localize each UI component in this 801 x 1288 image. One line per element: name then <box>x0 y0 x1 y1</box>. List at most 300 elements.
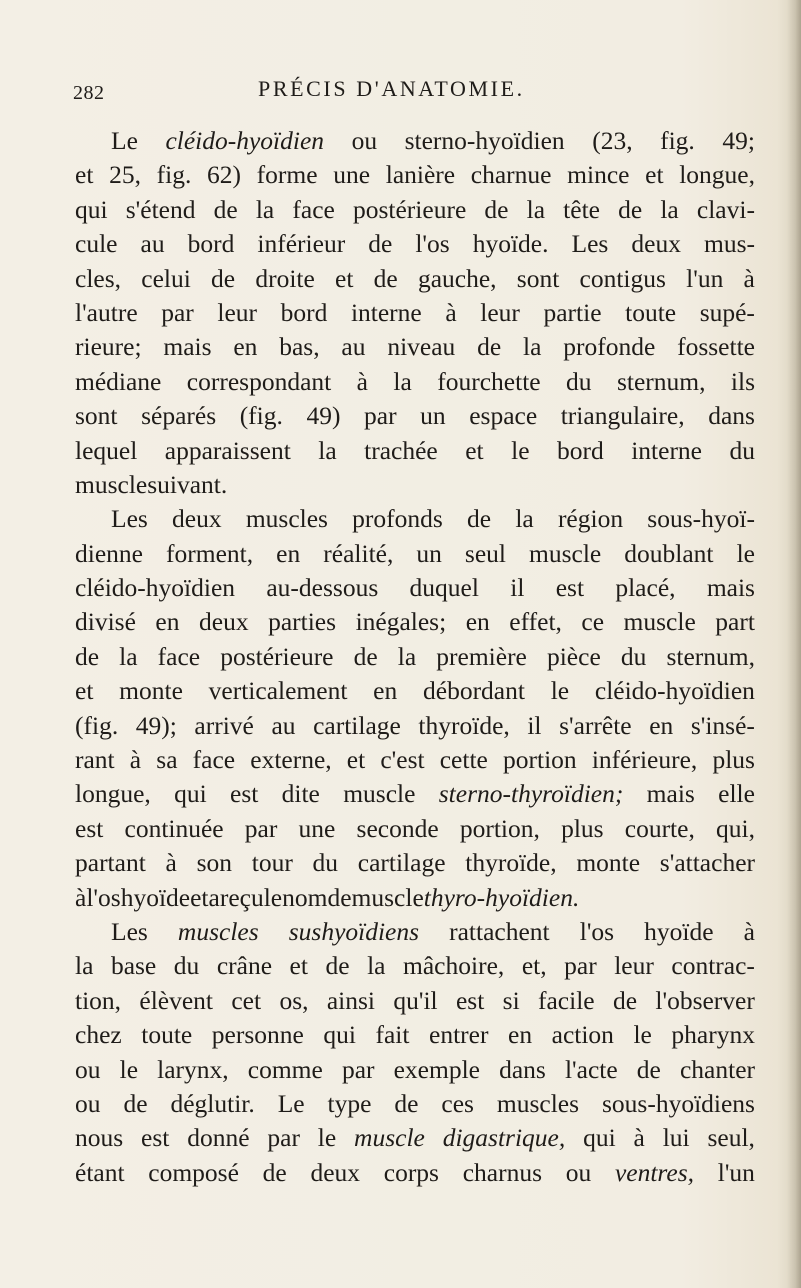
word: contigus <box>579 263 666 293</box>
word: postérieure <box>352 194 467 224</box>
word: est <box>230 779 259 809</box>
word: tion, <box>75 985 122 1015</box>
word: première <box>436 641 527 671</box>
word: de <box>612 985 638 1015</box>
word: continuée <box>124 813 224 843</box>
word: seul <box>464 538 506 568</box>
word: personne <box>211 1020 304 1050</box>
word: tête <box>563 194 600 224</box>
word: partie <box>543 297 602 327</box>
word: qui <box>583 1123 616 1153</box>
word: lanière <box>385 160 456 190</box>
word: mus- <box>704 229 755 259</box>
word: hyoïde <box>644 916 714 946</box>
italic-term: sterno-thyroïdien; <box>438 779 624 809</box>
word: externe, <box>250 745 332 775</box>
word: sont <box>75 401 118 431</box>
word: élèvent <box>139 985 214 1015</box>
word: il <box>527 710 542 740</box>
word: de <box>75 641 100 671</box>
word: bas, <box>279 332 320 362</box>
word: par <box>161 297 194 327</box>
word: charnue <box>470 160 552 190</box>
word: cléido-hyoïdien <box>594 676 755 706</box>
word: 62) <box>207 160 241 190</box>
word: gauche, <box>417 263 497 293</box>
word: le <box>736 538 755 568</box>
word: droite <box>255 263 315 293</box>
word: un <box>420 401 446 431</box>
word: nom <box>282 882 328 912</box>
word: qui <box>75 194 108 224</box>
word: sternum, <box>616 366 706 396</box>
word: suivant. <box>147 469 228 499</box>
word: en <box>276 538 301 568</box>
word: face <box>192 745 236 775</box>
word: leur <box>480 297 520 327</box>
word: Les <box>111 504 148 534</box>
word: chez <box>75 1020 122 1050</box>
word: à <box>743 263 755 293</box>
word: étant <box>75 1157 125 1187</box>
word: bord <box>556 435 604 465</box>
word: toute <box>625 297 677 327</box>
word: espace <box>469 401 538 431</box>
word: et <box>75 160 94 190</box>
word: corps <box>383 1157 439 1187</box>
word: interne <box>631 435 703 465</box>
word: rant <box>75 745 115 775</box>
word: s'insé- <box>690 710 755 740</box>
word: profonds <box>352 504 443 534</box>
word: portion, <box>459 813 540 843</box>
word: Le <box>111 126 138 155</box>
word: ou <box>565 1157 592 1187</box>
word: 49; <box>722 126 755 155</box>
word: le <box>550 676 570 706</box>
word: de <box>484 194 509 224</box>
word: face <box>292 194 335 224</box>
word: est <box>555 573 585 603</box>
word: la <box>255 194 275 224</box>
word: au <box>140 229 165 259</box>
word: inférieure, <box>591 745 698 775</box>
word: l'os <box>86 882 121 912</box>
word: à <box>165 848 177 878</box>
running-head: PRÉCIS D'ANATOMIE. <box>258 76 525 101</box>
word: Les <box>111 916 148 946</box>
word: et, <box>521 951 547 981</box>
word: muscle <box>351 882 424 912</box>
text-line <box>75 1018 755 1052</box>
word: forment, <box>166 538 254 568</box>
word: action <box>551 1020 614 1050</box>
word: la <box>515 504 534 534</box>
word: monte <box>576 848 641 878</box>
word: l'acte <box>564 1054 618 1084</box>
word: de <box>636 1054 661 1084</box>
italic-term: sushyoïdiens <box>288 916 420 946</box>
word: (23, <box>592 126 633 155</box>
word: en <box>465 607 490 637</box>
word: dans <box>708 401 755 431</box>
word: deux <box>310 1157 361 1187</box>
word: plus <box>561 813 604 843</box>
word: un <box>416 538 442 568</box>
word: et <box>645 160 664 190</box>
word: mâchoire, <box>403 951 505 981</box>
text-line <box>75 227 755 261</box>
text-line <box>75 915 755 949</box>
word: trachée <box>364 435 438 465</box>
word: en <box>373 676 398 706</box>
word: base <box>110 951 157 981</box>
text-line <box>75 640 755 674</box>
word: cule <box>75 229 118 259</box>
word: duquel <box>409 573 479 603</box>
text-line <box>75 296 755 330</box>
word: arrivé <box>194 710 254 740</box>
word: dienne <box>75 538 143 568</box>
text-line <box>75 124 755 158</box>
word: au <box>271 710 296 740</box>
word: médiane <box>75 366 162 396</box>
word: qui <box>323 1020 356 1050</box>
word: leur <box>614 951 654 981</box>
word: ou <box>75 1054 101 1084</box>
word: l'autre <box>75 297 138 327</box>
word: l'observer <box>655 985 755 1015</box>
word: leur <box>217 297 258 327</box>
word: hyoïde. <box>472 229 549 259</box>
word: à <box>356 366 368 396</box>
word: en <box>155 607 180 637</box>
word: le <box>317 1123 337 1153</box>
word: donné <box>187 1123 250 1153</box>
word: forme <box>256 160 318 190</box>
word: chanter <box>679 1054 755 1084</box>
word: du <box>620 641 647 671</box>
word: muscles <box>245 504 328 534</box>
word: muscle <box>343 779 416 809</box>
word: de <box>477 332 502 362</box>
word: lequel <box>75 435 138 465</box>
word: longue, <box>679 160 755 190</box>
word: charnus <box>462 1157 543 1187</box>
word: du <box>312 848 339 878</box>
word: doublant <box>624 538 714 568</box>
word: est <box>75 813 104 843</box>
word: par <box>564 951 597 981</box>
text-line <box>75 1087 755 1121</box>
word: 49) <box>306 401 341 431</box>
word: fig. <box>660 126 695 155</box>
word: au <box>341 332 366 362</box>
word: du <box>729 435 755 465</box>
word: nous <box>75 1123 124 1153</box>
word: muscle <box>623 607 696 637</box>
italic-term: digastrique, <box>442 1123 566 1153</box>
word: s'étend <box>125 194 196 224</box>
word: de <box>467 504 492 534</box>
word: bord <box>187 229 235 259</box>
word: de <box>373 263 398 293</box>
word: le <box>633 1020 652 1050</box>
text-line <box>75 262 755 296</box>
word: ils <box>730 366 755 396</box>
word: à <box>75 882 87 912</box>
word: la <box>526 194 546 224</box>
word: il <box>510 573 525 603</box>
word: la <box>523 332 542 362</box>
word: s'attacher <box>659 848 755 878</box>
word: mais <box>163 332 212 362</box>
word: fourchette <box>437 366 541 396</box>
word: (fig. <box>75 710 119 740</box>
word: hyoïde <box>120 882 191 912</box>
word: inégales; <box>355 607 447 637</box>
word: muscle <box>529 538 602 568</box>
word: du <box>173 951 200 981</box>
word: qui <box>174 779 207 809</box>
italic-term: ventres, <box>614 1157 695 1187</box>
word: cet <box>231 985 262 1015</box>
word: de <box>213 194 238 224</box>
word: fossette <box>677 332 755 362</box>
word: et <box>465 435 484 465</box>
word: 25, <box>109 160 141 190</box>
text-line <box>75 193 755 227</box>
word: à <box>743 916 755 946</box>
word: placé, <box>615 573 676 603</box>
word: seul, <box>707 1123 755 1153</box>
word: le <box>119 1054 139 1084</box>
text-line <box>75 846 755 880</box>
word: sont <box>516 263 560 293</box>
word: effet, <box>509 607 562 637</box>
word: au-dessous <box>266 573 379 603</box>
word: une <box>333 160 371 190</box>
text-line <box>75 537 755 571</box>
word: deux <box>631 229 681 259</box>
word: et <box>346 745 366 775</box>
text-line <box>75 709 755 743</box>
word: partant <box>75 848 146 878</box>
word: ou <box>351 126 378 155</box>
word: qui, <box>716 813 755 843</box>
word: sous-hyoïdiens <box>601 1088 755 1118</box>
word: le <box>263 882 283 912</box>
word: elle <box>718 779 755 809</box>
word: crâne <box>216 951 273 981</box>
word: entrer <box>429 1020 489 1050</box>
word: de <box>123 1088 148 1118</box>
word: contrac- <box>671 951 755 981</box>
word: type <box>327 1088 372 1118</box>
word: larynx, <box>157 1054 229 1084</box>
word: cartilage <box>313 710 401 740</box>
word: celui <box>141 263 191 293</box>
word: profonde <box>563 332 656 362</box>
word: seconde <box>356 813 439 843</box>
word: 49); <box>135 710 177 740</box>
word: a <box>208 882 220 912</box>
word: monte <box>119 676 183 706</box>
word: longue, <box>75 779 151 809</box>
word: à <box>633 1123 645 1153</box>
word: os, <box>279 985 309 1015</box>
word: de <box>618 194 643 224</box>
text-line <box>75 399 755 433</box>
word: par <box>244 813 278 843</box>
word: inférieur <box>257 229 346 259</box>
word: niveau <box>387 332 456 362</box>
text-line <box>75 434 755 468</box>
body-text <box>75 124 755 1190</box>
word: une <box>298 813 336 843</box>
word: de <box>211 263 236 293</box>
word: réalité, <box>323 538 394 568</box>
text-line <box>75 777 755 811</box>
word: séparés <box>141 401 217 431</box>
word: deux <box>199 607 249 637</box>
text-line <box>75 984 755 1018</box>
word: composé <box>148 1157 239 1187</box>
word: la <box>397 641 417 671</box>
word: à <box>129 745 142 775</box>
word: son <box>196 848 233 878</box>
word: l'un <box>686 263 724 293</box>
word: la <box>367 951 386 981</box>
word: de <box>327 882 352 912</box>
word: lui <box>662 1123 690 1153</box>
word: thyroïde, <box>418 710 510 740</box>
word: si <box>502 985 520 1015</box>
text-line <box>75 468 755 502</box>
text-line <box>75 605 755 639</box>
word: ainsi <box>326 985 376 1015</box>
word: l'un <box>717 1157 755 1187</box>
word: s'arrête <box>559 710 632 740</box>
word: correspondant <box>186 366 332 396</box>
word: cette <box>439 745 488 775</box>
word: verticalement <box>208 676 348 706</box>
word: par <box>364 401 397 431</box>
word: sous-hyoï- <box>647 504 755 534</box>
text-line <box>75 571 755 605</box>
word: en <box>233 332 258 362</box>
word: courte, <box>624 813 695 843</box>
word: le <box>511 435 530 465</box>
word: divisé <box>75 607 136 637</box>
text-line <box>75 812 755 846</box>
word: apparaissent <box>164 435 291 465</box>
word: deux <box>172 504 222 534</box>
word: clavi- <box>696 194 755 224</box>
word: exemple <box>393 1054 480 1084</box>
word: de <box>325 951 350 981</box>
word: la <box>393 366 412 396</box>
word: face <box>157 641 201 671</box>
word: sa <box>156 745 178 775</box>
word: rieure; <box>75 332 142 362</box>
italic-term: cléido-hyoïdien <box>165 126 325 155</box>
word: cartilage <box>357 848 446 878</box>
word: dite <box>281 779 320 809</box>
word: à <box>445 297 457 327</box>
word: Les <box>571 229 609 259</box>
word: est <box>455 985 485 1015</box>
word: dans <box>499 1054 546 1084</box>
word: la <box>660 194 679 224</box>
word: rattachent <box>449 916 550 946</box>
word: et <box>190 882 209 912</box>
word: bord <box>280 297 328 327</box>
text-line <box>75 881 755 915</box>
word: mais <box>706 573 755 603</box>
text-line <box>75 330 755 364</box>
word: ce <box>581 607 605 637</box>
word: cléido-hyoïdien <box>75 573 236 603</box>
text-line <box>75 674 755 708</box>
word: et <box>75 676 94 706</box>
word: et <box>289 951 308 981</box>
word: supé- <box>699 297 755 327</box>
word: du <box>566 366 592 396</box>
word: fig. <box>156 160 192 190</box>
word: facile <box>538 985 595 1015</box>
word: sternum, <box>666 641 755 671</box>
word: par <box>341 1054 375 1084</box>
word: sterno-hyoïdien <box>404 126 565 155</box>
word: parties <box>268 607 337 637</box>
word: et <box>335 263 354 293</box>
text-line <box>75 365 755 399</box>
word: l'os <box>579 916 615 946</box>
word: plus <box>712 745 755 775</box>
page-edge-shadow <box>787 0 801 1288</box>
word: l'os <box>415 229 450 259</box>
word: Le <box>277 1088 305 1118</box>
word: reçu <box>219 882 264 912</box>
word: déglutir. <box>170 1088 255 1118</box>
italic-term: muscle <box>354 1123 425 1153</box>
word: toute <box>141 1020 193 1050</box>
word: part <box>715 607 755 637</box>
page-number: 282 <box>73 82 105 104</box>
word: de <box>394 1088 419 1118</box>
word: de <box>262 1157 287 1187</box>
italic-term: thyro-hyoïdien. <box>423 882 580 912</box>
text-line <box>75 1121 755 1155</box>
word: tour <box>251 848 293 878</box>
text-line <box>75 1156 755 1190</box>
word: triangulaire, <box>560 401 685 431</box>
text-line <box>75 502 755 536</box>
word: (fig. <box>239 401 283 431</box>
word: est <box>141 1123 170 1153</box>
word: ces <box>441 1088 474 1118</box>
word: pièce <box>546 641 601 671</box>
word: muscles <box>496 1088 580 1118</box>
word: portion <box>503 745 577 775</box>
word: la <box>318 435 337 465</box>
word: en <box>649 710 674 740</box>
text-line <box>75 743 755 777</box>
word: mince <box>567 160 630 190</box>
word: fait <box>375 1020 410 1050</box>
word: pharynx <box>671 1020 755 1050</box>
